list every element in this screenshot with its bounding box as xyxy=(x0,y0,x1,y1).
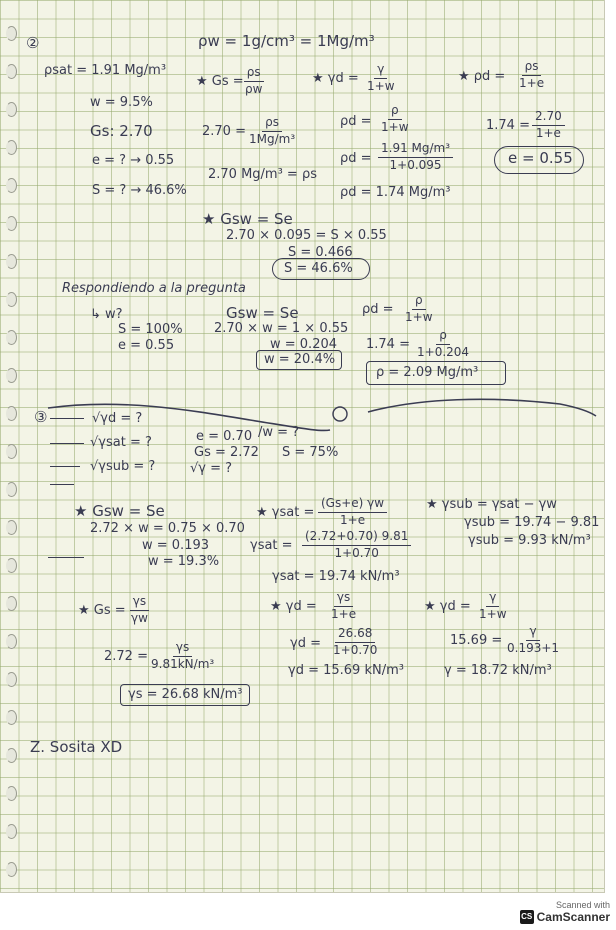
e-result: e = 0.55 xyxy=(508,149,573,167)
gd-numerator: γ xyxy=(374,63,387,79)
resp-pd-denominator: 1+w xyxy=(405,309,433,324)
gsat-line2-numerator: (2.72+0.70) 9.81 xyxy=(302,530,411,546)
gsat-result: γsat = 19.74 kN/m³ xyxy=(272,569,400,584)
scanner-watermark xyxy=(520,900,610,924)
resp-pd-result: ρ = 2.09 Mg/m³ xyxy=(376,365,479,380)
p3-e: e = 0.70 xyxy=(196,429,253,444)
resp-pd-line2-denominator: 1+0.204 xyxy=(417,344,470,359)
p3-q-g: √γ = ? xyxy=(190,461,233,476)
resp-gsw-line2: 2.70 × w = 1 × 0.55 xyxy=(214,321,349,336)
gsat-numerator: (Gs+e) γw xyxy=(318,497,387,513)
crossed-out-2 xyxy=(50,443,84,444)
binder-hole xyxy=(6,292,17,307)
p3-g-denominator: 1+w xyxy=(479,606,507,621)
e-formula-label: ★ ρd = xyxy=(458,69,506,84)
crossed-out-3 xyxy=(50,466,80,467)
p3-gs-line2-numerator: γs xyxy=(173,641,192,657)
given-e: e = ? → 0.55 xyxy=(92,153,175,168)
binder-hole xyxy=(6,596,17,611)
gs-line2-denominator: 1Mg/m³ xyxy=(249,131,296,146)
binder-hole xyxy=(6,672,17,687)
binder-hole xyxy=(6,862,17,877)
gsw-result: S = 46.6% xyxy=(284,261,353,276)
rd-line2-denominator: 1+0.095 xyxy=(389,157,442,172)
resp-pd-fraction xyxy=(402,294,436,325)
resp-gsw-line3: w = 0.204 xyxy=(270,337,338,352)
gs-line2-label: 2.70 = xyxy=(202,124,246,139)
given-gs: Gs: 2.70 xyxy=(90,122,153,140)
binder-hole xyxy=(6,482,17,497)
p3-s: S = 75% xyxy=(282,445,339,460)
p3-gsw-line2: 2.72 × w = 0.75 × 0.70 xyxy=(90,521,245,536)
gsub-line2: γsub = 19.74 − 9.81 xyxy=(464,515,600,530)
gs-denominator: ρw xyxy=(245,81,263,96)
p3-gd-result: γd = 15.69 kN/m³ xyxy=(288,663,404,678)
gsat-line2-fraction xyxy=(302,530,411,561)
binder-hole xyxy=(6,178,17,193)
binder-hole xyxy=(6,330,17,345)
p3-gsw-result: w = 19.3% xyxy=(148,554,220,569)
problem-number-2: ② xyxy=(26,34,40,52)
wavy-divider xyxy=(0,390,604,440)
rd-line1-fraction xyxy=(378,104,412,135)
camscanner-logo-icon: CS xyxy=(520,910,534,924)
p3-gs-denominator: γw xyxy=(131,610,148,625)
resp-pd-label: ρd = xyxy=(362,302,394,317)
p3-g-line2-fraction xyxy=(504,625,562,656)
p3-q-gd: √γd = ? xyxy=(92,411,143,426)
p3-g-line2-denominator: 0.193+1 xyxy=(507,640,560,655)
p3-gs-line2-denominator: 9.81kN/m³ xyxy=(151,656,215,671)
p3-q-gsub: √γsub = ? xyxy=(90,459,156,474)
p3-gsw-line3: w = 0.193 xyxy=(142,538,210,553)
rd-line3: ρd = 1.74 Mg/m³ xyxy=(340,185,451,200)
gsw-line3: S = 0.466 xyxy=(288,245,353,260)
p3-w: /w = ? xyxy=(258,425,300,440)
resp-gsw-result: w = 20.4% xyxy=(264,352,336,367)
p3-gs-label: ★ Gs = xyxy=(78,603,126,618)
e-line2-denominator: 1+e xyxy=(535,125,561,140)
gsub-line1: ★ γsub = γsat − γw xyxy=(426,497,557,512)
gs-line3: 2.70 Mg/m³ = ρs xyxy=(208,167,317,182)
p3-g-numerator: γ xyxy=(486,591,499,607)
binder-hole xyxy=(6,710,17,725)
crossed-out-1 xyxy=(50,418,84,419)
resp-pd-line2-fraction xyxy=(414,329,472,360)
gsat-line2-denominator: 1+0.70 xyxy=(334,545,379,560)
gs-fraction xyxy=(242,66,265,97)
p3-gd-line2-label: γd = xyxy=(290,636,321,651)
rd-line2-numerator: 1.91 Mg/m³ xyxy=(378,142,453,158)
scanner-brand-name: CamScanner xyxy=(536,910,610,924)
binder-hole xyxy=(6,786,17,801)
gs-numerator: ρs xyxy=(244,66,264,82)
p3-gs-line2-label: 2.72 = xyxy=(104,649,148,664)
gd-denominator: 1+w xyxy=(367,78,395,93)
binder-hole xyxy=(6,64,17,79)
e-line2-fraction xyxy=(532,110,565,141)
crossed-out-4 xyxy=(50,484,74,485)
p3-gd-line2-numerator: 26.68 xyxy=(335,627,375,643)
rd-line2-fraction xyxy=(378,142,453,173)
binder-hole xyxy=(6,520,17,535)
p3-gd-denominator: 1+e xyxy=(331,606,357,621)
water-density: ρw = 1g/cm³ = 1Mg/m³ xyxy=(198,32,375,50)
footer-note: Z. Sosita XD xyxy=(30,738,123,756)
resp-pd-numerator: ρ xyxy=(412,294,426,310)
emphasis-marks xyxy=(48,557,84,558)
p3-g-label: ★ γd = xyxy=(424,599,471,614)
scanner-label: Scanned with xyxy=(555,900,610,910)
rd-line2-label: ρd = xyxy=(340,151,372,166)
gs-line2-fraction xyxy=(246,116,298,147)
e-fraction xyxy=(516,60,547,91)
resp-gsw-title: Gsw = Se xyxy=(226,304,299,322)
binder-hole xyxy=(6,558,17,573)
p3-gd-numerator: γs xyxy=(334,591,353,607)
binder-hole xyxy=(6,140,17,155)
gd-fraction xyxy=(364,63,398,94)
rd-line1-denominator: 1+w xyxy=(381,119,409,134)
problem-number-3: ③ xyxy=(34,408,48,426)
scanner-brand xyxy=(520,910,610,924)
given-s: S = ? → 46.6% xyxy=(92,183,187,198)
given-w: w = 9.5% xyxy=(90,95,153,110)
binder-hole xyxy=(6,216,17,231)
p3-gs-numerator: γs xyxy=(130,595,149,611)
p3-gd-label: ★ γd = xyxy=(270,599,317,614)
binder-hole xyxy=(6,634,17,649)
e-denominator: 1+e xyxy=(519,75,545,90)
p3-gs-line2-fraction xyxy=(148,641,217,672)
gsw-title: ★ Gsw = Se xyxy=(202,210,293,228)
p3-g-line2-numerator: γ xyxy=(526,625,539,641)
p3-gs: Gs = 2.72 xyxy=(194,445,259,460)
binder-hole xyxy=(6,368,17,383)
binder-hole xyxy=(6,824,17,839)
binder-hole xyxy=(6,254,17,269)
gs-line2-numerator: ρs xyxy=(262,116,282,132)
p3-gd-line2-denominator: 1+0.70 xyxy=(333,642,378,657)
p3-gd-fraction xyxy=(328,591,359,622)
given-rho-sat: ρsat = 1.91 Mg/m³ xyxy=(44,63,167,78)
gsat-label: ★ γsat = xyxy=(256,505,315,520)
e-line2-label: 1.74 = xyxy=(486,118,530,133)
p3-g-result: γ = 18.72 kN/m³ xyxy=(444,663,552,678)
p3-g-line2-label: 15.69 = xyxy=(450,633,503,648)
gsat-fraction xyxy=(318,497,387,528)
binder-hole xyxy=(6,102,17,117)
p3-gs-fraction xyxy=(128,595,151,626)
resp-s: S = 100% xyxy=(118,322,183,337)
p3-q-gsat: √γsat = ? xyxy=(90,435,152,450)
binder-hole xyxy=(6,26,17,41)
resp-pd-line2-numerator: ρ xyxy=(436,329,450,345)
p3-gd-line2-fraction xyxy=(330,627,380,658)
p3-gsw-title: ★ Gsw = Se xyxy=(74,502,165,520)
resp-e: e = 0.55 xyxy=(118,338,175,353)
p3-gs-result: γs = 26.68 kN/m³ xyxy=(128,687,243,702)
e-numerator: ρs xyxy=(522,60,542,76)
p3-g-fraction xyxy=(476,591,510,622)
binder-hole xyxy=(6,444,17,459)
resp-w: ↳ w? xyxy=(90,307,123,322)
respondiendo-heading: Respondiendo a la pregunta xyxy=(62,281,246,296)
rd-line1-label: ρd = xyxy=(340,114,372,129)
resp-pd-line2-label: 1.74 = xyxy=(366,337,410,352)
gsub-result: γsub = 9.93 kN/m³ xyxy=(468,533,591,548)
gsat-line2-label: γsat = xyxy=(250,538,293,553)
gd-formula-label: ★ γd = xyxy=(312,71,359,86)
gs-formula-label: ★ Gs = xyxy=(196,74,244,89)
gsat-denominator: 1+e xyxy=(340,512,366,527)
binder-hole xyxy=(6,748,17,763)
gsw-line2: 2.70 × 0.095 = S × 0.55 xyxy=(226,228,387,243)
rd-line1-numerator: ρ xyxy=(388,104,402,120)
e-line2-numerator: 2.70 xyxy=(532,110,565,126)
